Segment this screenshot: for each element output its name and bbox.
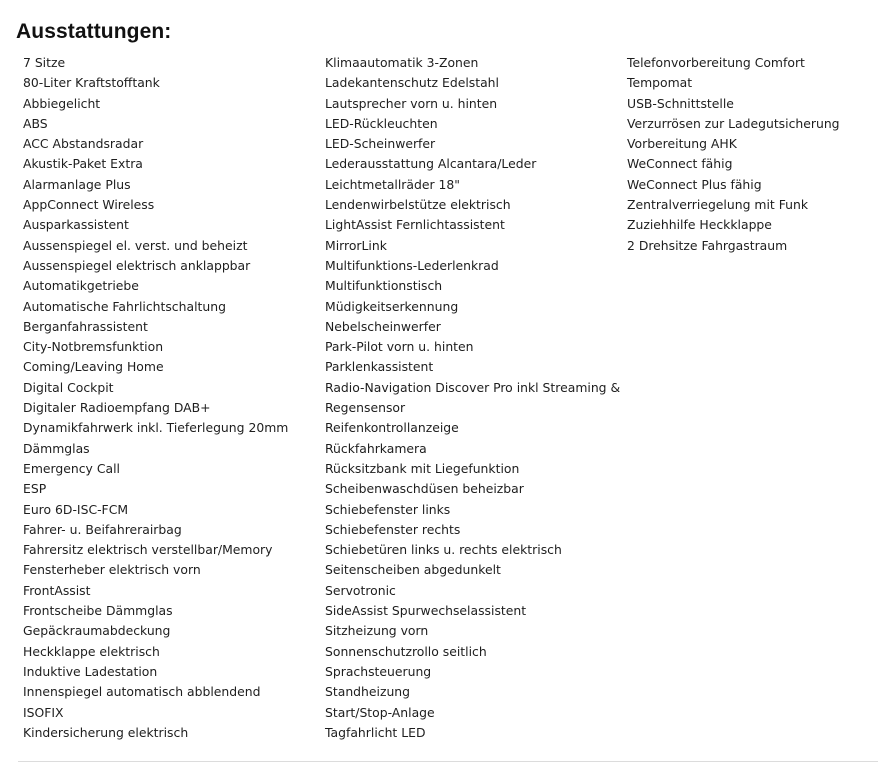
equipment-item: Frontscheibe Dämmglas [23, 603, 173, 619]
equipment-item: LightAssist Fernlichtassistent [325, 217, 505, 233]
equipment-item: Schiebefenster links [325, 501, 451, 517]
equipment-item: Ladekantenschutz Edelstahl [325, 75, 499, 91]
equipment-item: SideAssist Spurwechselassistent [325, 603, 527, 619]
equipment-item: Lederausstattung Alcantara/Leder [325, 156, 537, 172]
equipment-item: Reifenkontrollanzeige [325, 420, 459, 436]
equipment-item: Coming/Leaving Home [23, 359, 164, 375]
equipment-item: Parklenkassistent [325, 359, 434, 375]
equipment-item: Rücksitzbank mit Liegefunktion [325, 460, 520, 476]
equipment-item: Müdigkeitserkennung [325, 298, 459, 314]
equipment-item: ABS [23, 115, 48, 131]
equipment-item: Servotronic [325, 582, 396, 598]
equipment-item: MirrorLink [325, 237, 387, 253]
equipment-item: Verzurrösen zur Ladegutsicherung [627, 115, 840, 131]
equipment-item: Vorbereitung AHK [627, 136, 737, 152]
equipment-item: USB-Schnittstelle [627, 95, 734, 111]
equipment-item: Aussenspiegel elektrisch anklappbar [23, 257, 251, 273]
equipment-item: Kindersicherung elektrisch [23, 724, 189, 740]
equipment-item: Schiebetüren links u. rechts elektrisch [325, 542, 562, 558]
equipment-item: Lendenwirbelstütze elektrisch [325, 197, 511, 213]
equipment-item: Dynamikfahrwerk inkl. Tieferlegung 20mm [23, 420, 289, 436]
equipment-item: Leichtmetallräder 18" [325, 176, 460, 192]
equipment-item: Telefonvorbereitung Comfort [627, 55, 805, 70]
equipment-item: Alarmanlage Plus [23, 176, 131, 192]
equipment-item: Schiebefenster rechts [325, 521, 461, 537]
equipment-item: Zuziehhilfe Heckklappe [627, 217, 772, 233]
equipment-item: Sitzheizung vorn [325, 623, 429, 639]
equipment-item: Radio-Navigation Discover Pro inkl Streaming & [325, 379, 621, 395]
equipment-item: Gepäckraumabdeckung [23, 623, 171, 639]
equipment-item: Start/Stop-Anlage [325, 704, 435, 720]
equipment-column-3 [627, 53, 840, 256]
equipment-item: Berganfahrassistent [23, 318, 148, 334]
equipment-item: Induktive Ladestation [23, 663, 158, 679]
equipment-item: Automatische Fahrlichtschaltung [23, 298, 226, 314]
equipment-item: Abbiegelicht [23, 95, 101, 111]
equipment-item: Fahrersitz elektrisch verstellbar/Memory [23, 542, 273, 558]
equipment-item: Scheibenwaschdüsen beheizbar [325, 481, 524, 497]
equipment-item: LED-Rückleuchten [325, 115, 438, 131]
equipment-item: Fensterheber elektrisch vorn [23, 562, 201, 578]
equipment-item: Digitaler Radioempfang DAB+ [23, 400, 211, 416]
equipment-item: 80-Liter Kraftstofftank [23, 75, 160, 91]
equipment-item: Klimaautomatik 3-Zonen [325, 55, 479, 70]
equipment-item: WeConnect fähig [627, 156, 733, 172]
equipment-item: Multifunktions-Lederlenkrad [325, 257, 499, 273]
equipment-item: Tagfahrlicht LED [325, 724, 426, 740]
equipment-item: ESP [23, 481, 47, 497]
page-title: Ausstattungen: [16, 20, 172, 43]
equipment-column-1 [23, 53, 288, 743]
equipment-item: Euro 6D-ISC-FCM [23, 501, 129, 517]
equipment-item: City-Notbremsfunktion [23, 339, 164, 355]
equipment-item: WeConnect Plus fähig [627, 176, 762, 192]
equipment-item: Ausparkassistent [23, 217, 129, 233]
equipment-item: Dämmglas [23, 440, 90, 456]
equipment-item: Regensensor [325, 400, 406, 416]
equipment-item: Akustik-Paket Extra [23, 156, 143, 172]
equipment-item: Digital Cockpit [23, 379, 114, 395]
equipment-item: Lautsprecher vorn u. hinten [325, 95, 498, 111]
equipment-item: 7 Sitze [23, 55, 66, 70]
equipment-item: Multifunktionstisch [325, 278, 443, 294]
bottom-divider [18, 761, 878, 762]
equipment-column-2 [325, 53, 620, 743]
equipment-item: ISOFIX [23, 704, 64, 720]
equipment-item: Heckklappe elektrisch [23, 643, 160, 659]
equipment-item: Park-Pilot vorn u. hinten [325, 339, 474, 355]
equipment-item: Zentralverriegelung mit Funk [627, 197, 809, 213]
equipment-item: ACC Abstandsradar [23, 136, 144, 152]
equipment-item: Sonnenschutzrollo seitlich [325, 643, 487, 659]
equipment-item: Aussenspiegel el. verst. und beheizt [23, 237, 248, 253]
equipment-item: Fahrer- u. Beifahrerairbag [23, 521, 182, 537]
equipment-item: Nebelscheinwerfer [325, 318, 441, 334]
equipment-item: Rückfahrkamera [325, 440, 427, 456]
equipment-item: Innenspiegel automatisch abblendend [23, 684, 261, 700]
equipment-item: FrontAssist [23, 582, 91, 598]
equipment-item: Standheizung [325, 684, 411, 700]
equipment-item: Sprachsteuerung [325, 663, 432, 679]
equipment-item: Tempomat [627, 75, 693, 91]
equipment-item: Seitenscheiben abgedunkelt [325, 562, 501, 578]
equipment-item: 2 Drehsitze Fahrgastraum [627, 237, 788, 253]
equipment-item: AppConnect Wireless [23, 197, 155, 213]
equipment-item: Emergency Call [23, 460, 120, 476]
equipment-item: LED-Scheinwerfer [325, 136, 436, 152]
equipment-item: Automatikgetriebe [23, 278, 139, 294]
